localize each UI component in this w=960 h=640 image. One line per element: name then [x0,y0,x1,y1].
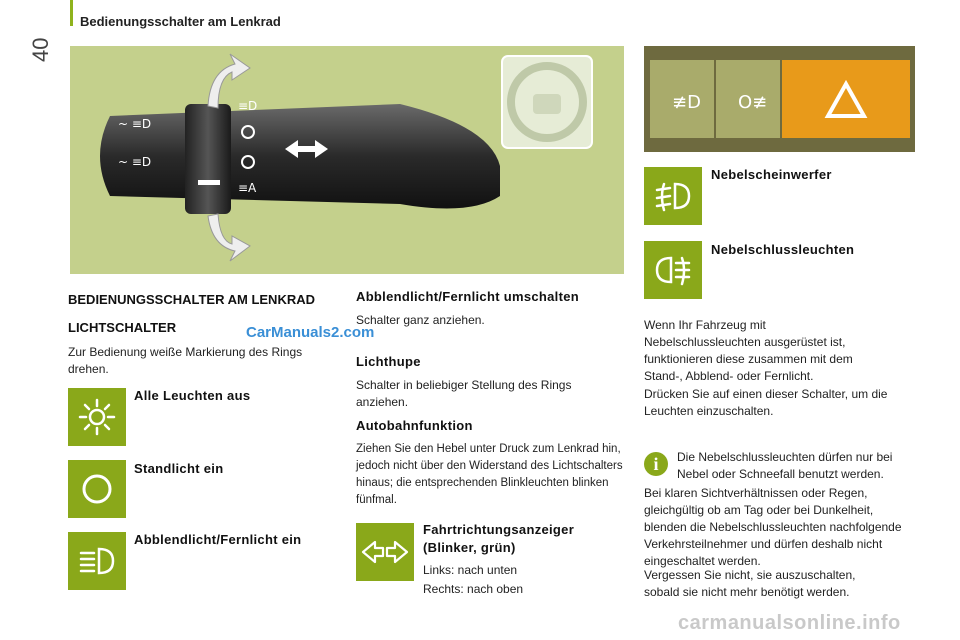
fog-warning: Bei klaren Sichtverhältnissen oder Regen, gleichgültig ob am Tag oder bei Dunkelheit, blenden die Nebelschlussleuchten nachfolgende Verkehrsteilnehmer und dürfen deshalb nicht eingeschaltet werden. [644,486,902,568]
headlight-icon [75,541,119,581]
svg-text:≢D: ≢D [672,92,701,113]
indicator-title-line2: (Blinker, grün) [423,540,516,555]
stalk-drawing [70,46,624,274]
fog-rear-tile [644,241,702,299]
beam-switch-title: Abblendlicht/Fernlicht umschalten [356,289,579,304]
fog-instruction: Drücken Sie auf einen dieser Schalter, um die Leuchten einzuschalten. [644,387,888,418]
flash-text: Schalter in beliebiger Stellung des Rings anziehen. [356,378,572,409]
fog-front-tile [644,167,702,225]
fog-description: Wenn Ihr Fahrzeug mit Nebelschlussleuchten ausgerüstet ist, funktionieren diese zusammen mit dem Stand-, Abblend- oder Fernlicht. [644,318,853,383]
highway-text: Ziehen Sie den Hebel unter Druck zum Lenkrad hin, jedoch nicht über den Widerstand des Lichtschalters hinaus; die entsprechenden Blinkleuchten blinken fünfmal. [356,443,623,506]
flash-title: Lichthupe [356,354,421,369]
info-icon: i [644,452,668,476]
subsection-title: LICHTSCHALTER [68,320,177,335]
info-note: Die Nebelschlussleuchten dürfen nur bei Nebel oder Schneefall benutzt werden. [677,450,893,481]
parking-light-tile [68,460,126,518]
all-lights-off-tile [68,388,126,446]
rear-fog-icon [651,250,695,290]
footer-watermark: carmanualsonline.info [678,612,901,634]
low-high-beam-tile [68,532,126,590]
svg-text:~ ≡D: ~ ≡D [118,155,152,169]
fog-rear-label: Nebelschlussleuchten [711,242,855,257]
switch-panel-illustration [644,46,915,152]
intro-text: Zur Bedienung weiße Markierung des Rings drehen. [68,345,303,376]
indicator-left: Links: nach unten [423,563,518,577]
highway-title: Autobahnfunktion [356,418,473,433]
indicator-title-line1: Fahrtrichtungsanzeiger [423,522,575,537]
svg-text:O≢: O≢ [738,92,768,113]
front-fog-icon [651,176,695,216]
fog-reminder: Vergessen Sie nicht, sie auszuschalten, sobald sie nicht mehr benötigt werden. [644,568,856,599]
header-accent-bar [70,0,73,26]
page-header: Bedienungsschalter am Lenkrad [80,14,281,29]
watermark: CarManuals2.com [246,324,375,341]
svg-text:≡A: ≡A [238,181,257,195]
indicator-tile [356,523,414,581]
low-high-beam-label: Abblendlicht/Fernlicht ein [134,532,302,547]
beam-switch-text: Schalter ganz anziehen. [356,313,485,327]
section-title: BEDIENUNGSSCHALTER AM LENKRAD [68,292,315,307]
fog-front-label: Nebelscheinwerfer [711,167,832,182]
turn-signal-icon [361,537,409,567]
sun-icon [77,397,117,437]
stalk-illustration [70,46,624,274]
svg-text:~ ≡D: ~ ≡D [118,117,152,131]
parking-light-label: Standlicht ein [134,461,224,476]
switch-panel-drawing [644,46,915,152]
indicator-right: Rechts: nach oben [423,582,524,596]
all-lights-off-label: Alle Leuchten aus [134,388,251,403]
svg-text:≡D: ≡D [238,99,258,113]
page-number: 40 [28,37,53,62]
circle-icon [77,469,117,509]
